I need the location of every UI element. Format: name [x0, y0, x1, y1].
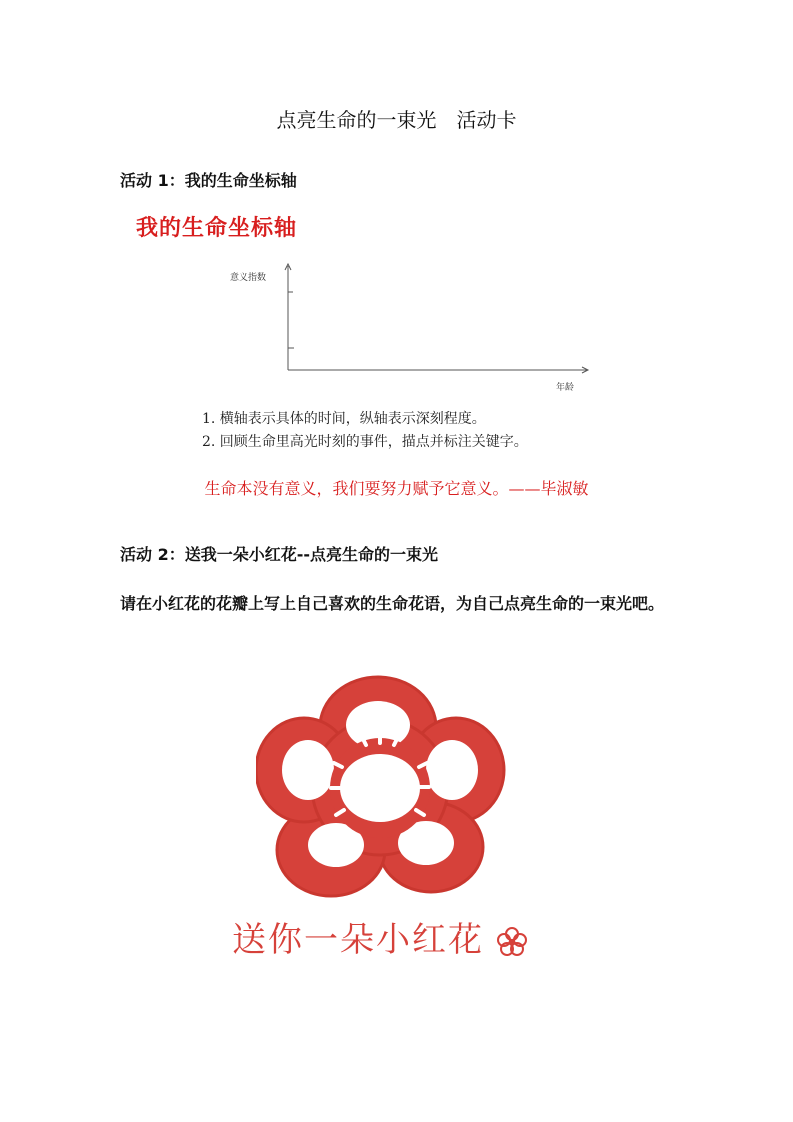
- small-flower-icon: [497, 927, 527, 957]
- instruction-note-1: 1. 横轴表示具体的时间，纵轴表示深刻程度。: [202, 411, 486, 427]
- flower-caption-text: 送你一朵小红花: [232, 920, 484, 960]
- activity-2-instruction: 请在小红花的花瓣上写上自己喜欢的生命花语，为自己点亮生命的一束光吧。: [120, 594, 665, 613]
- life-coordinate-axes: [278, 258, 598, 378]
- instruction-note-2: 2. 回顾生命里高光时刻的事件，描点并标注关键字。: [202, 434, 528, 450]
- flower-caption: [232, 912, 527, 961]
- red-flower-icon: [256, 675, 506, 900]
- quote: 生命本没有意义，我们要努力赋予它意义。——毕淑敏: [204, 479, 589, 498]
- x-axis: [288, 367, 588, 373]
- activity-1-heading: 活动 1：我的生命坐标轴: [120, 171, 297, 190]
- activity-2-heading: 活动 2：送我一朵小红花--点亮生命的一束光: [120, 545, 438, 564]
- y-axis: [285, 264, 294, 370]
- life-axis-title: 我的生命坐标轴: [136, 215, 298, 241]
- x-axis-label: 年龄: [556, 383, 575, 393]
- y-axis-label: 意义指数: [230, 273, 267, 283]
- page-title: 点亮生命的一束光 活动卡: [276, 108, 517, 132]
